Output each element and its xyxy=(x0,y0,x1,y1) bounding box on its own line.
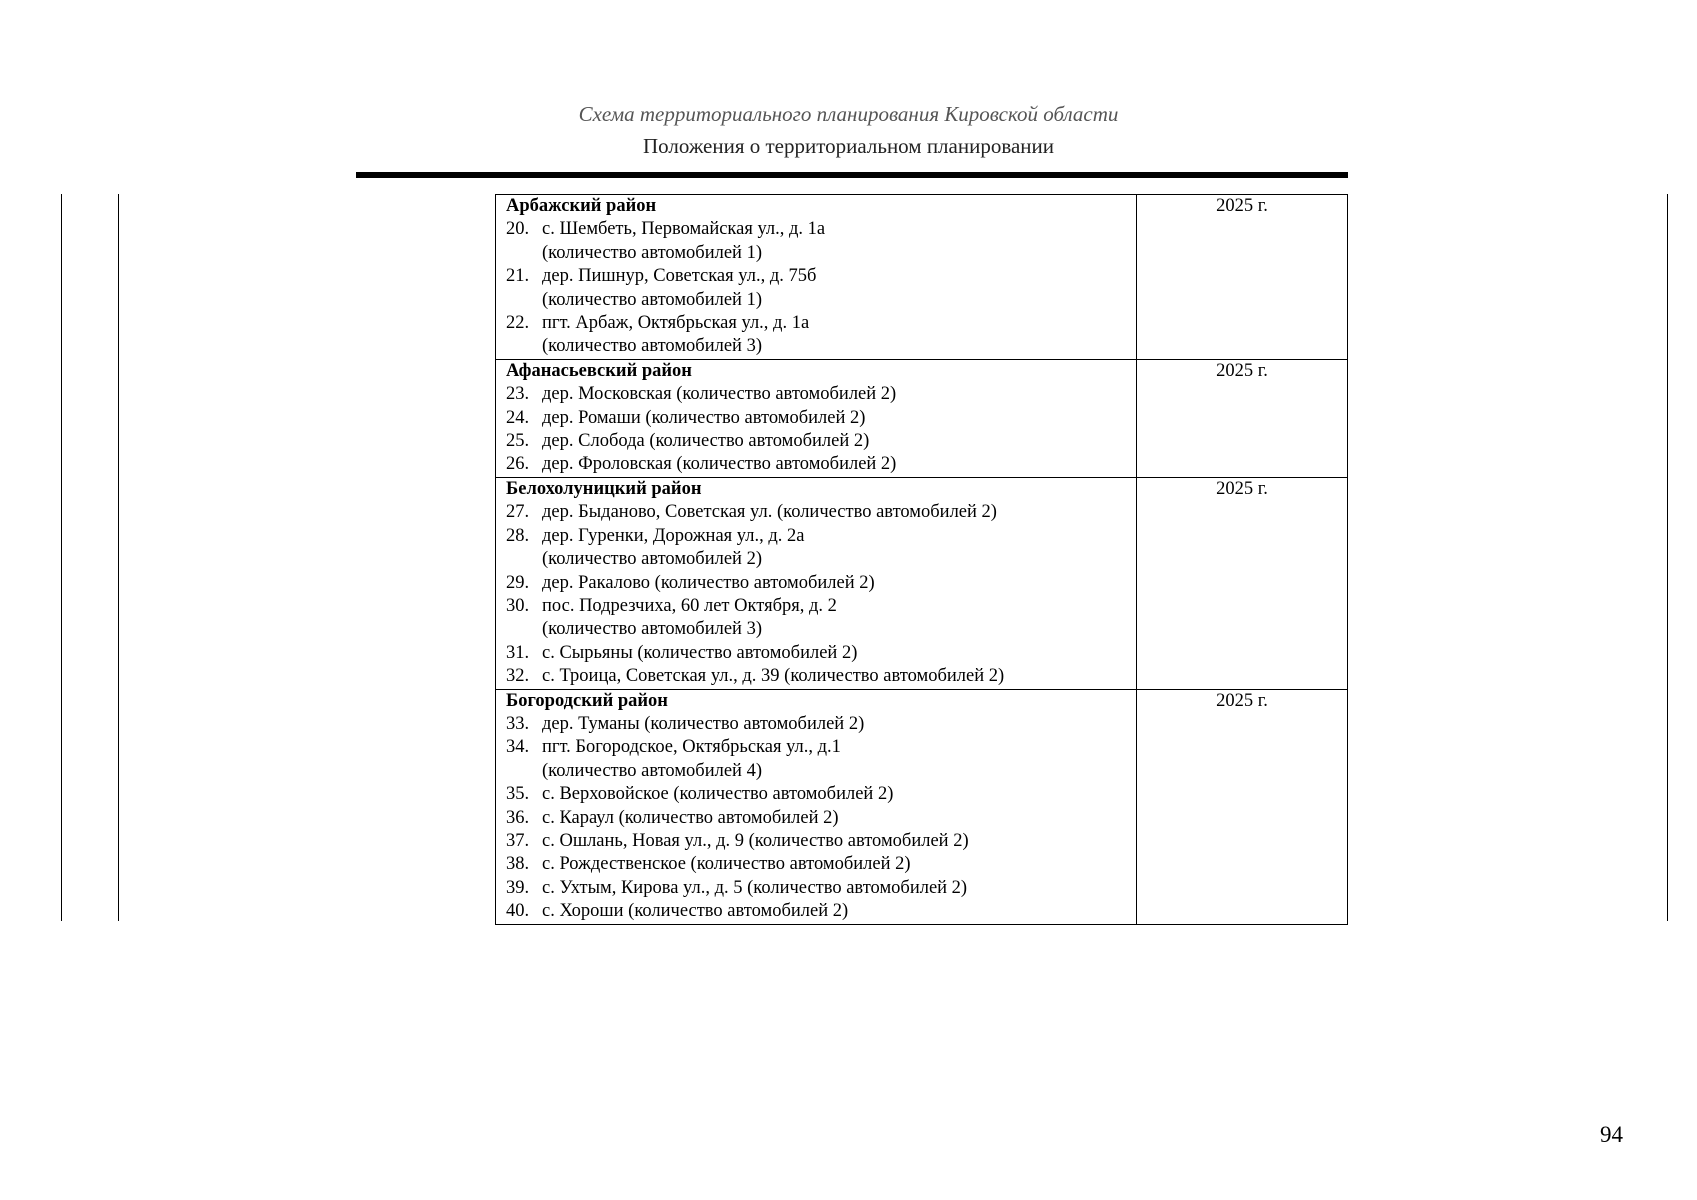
item-number: 24. xyxy=(506,407,530,428)
item-text xyxy=(542,783,1130,806)
settlement-item xyxy=(506,407,1130,430)
settlement-item xyxy=(506,218,1130,265)
settlement-item xyxy=(506,525,1130,572)
item-number: 31. xyxy=(506,642,530,663)
item-line: пгт. Арбаж, Октябрьская ул., д. 1а xyxy=(542,313,810,334)
item-text xyxy=(542,713,1130,736)
item-line-continuation: (количество автомобилей 4) xyxy=(542,760,762,781)
item-line: с. Караул (количество автомобилей 2) xyxy=(542,807,839,828)
settlement-item xyxy=(506,900,1130,923)
document-title: Схема территориального планирования Кировской области xyxy=(578,102,1119,126)
table-row xyxy=(496,689,1348,924)
item-text xyxy=(542,525,1130,572)
item-line-continuation: (количество автомобилей 2) xyxy=(542,549,762,570)
item-line: дер. Фроловская (количество автомобилей 2) xyxy=(542,454,897,475)
item-number: 29. xyxy=(506,572,530,593)
header-divider xyxy=(356,172,1348,178)
item-text xyxy=(542,736,1130,783)
table-row xyxy=(496,477,1348,689)
year-cell: 2025 г. xyxy=(1137,195,1348,360)
settlement-item xyxy=(506,572,1130,595)
item-line: пос. Подрезчиха, 60 лет Октября, д. 2 xyxy=(542,595,837,616)
item-line: с. Ошлань, Новая ул., д. 9 (количество автомобилей 2) xyxy=(542,830,969,851)
settlement-item xyxy=(506,501,1130,524)
item-text xyxy=(542,877,1130,900)
page-number: 94 xyxy=(1600,1122,1623,1147)
item-line: дер. Пишнур, Советская ул., д. 75б xyxy=(542,266,817,287)
item-line-continuation: (количество автомобилей 3) xyxy=(542,619,762,640)
margin-line xyxy=(1667,194,1668,921)
item-number: 20. xyxy=(506,219,530,240)
item-line: с. Шембеть, Первомайская ул., д. 1а xyxy=(542,219,826,240)
item-number: 33. xyxy=(506,713,530,734)
item-text xyxy=(542,407,1130,430)
item-number: 26. xyxy=(506,454,530,475)
margin-line xyxy=(118,194,119,921)
margin-line xyxy=(61,194,62,921)
item-number: 23. xyxy=(506,384,530,405)
item-line: дер. Ракалово (количество автомобилей 2) xyxy=(542,572,875,593)
item-line: с. Ухтым, Кирова ул., д. 5 (количество автомобилей 2) xyxy=(542,877,968,898)
item-number: 40. xyxy=(506,901,530,922)
item-line: с. Хороши (количество автомобилей 2) xyxy=(542,901,849,922)
item-line: дер. Туманы (количество автомобилей 2) xyxy=(542,713,865,734)
item-text xyxy=(542,218,1130,265)
item-number: 21. xyxy=(506,266,530,287)
item-text xyxy=(542,830,1130,853)
settlement-item xyxy=(506,665,1130,688)
item-number: 36. xyxy=(506,807,530,828)
settlement-item xyxy=(506,830,1130,853)
district-name: Афанасьевский район xyxy=(506,360,692,381)
item-text xyxy=(542,642,1130,665)
district-cell xyxy=(496,195,1137,360)
item-number: 32. xyxy=(506,666,530,687)
settlement-item xyxy=(506,265,1130,312)
item-line-continuation: (количество автомобилей 1) xyxy=(542,289,762,310)
district-name: Богородский район xyxy=(506,690,668,711)
settlement-item xyxy=(506,383,1130,406)
settlement-item xyxy=(506,877,1130,900)
settlement-item xyxy=(506,783,1130,806)
table-row xyxy=(496,359,1348,477)
table-row xyxy=(496,195,1348,360)
item-text xyxy=(542,453,1130,476)
settlement-item xyxy=(506,595,1130,642)
item-number: 27. xyxy=(506,502,530,523)
item-line: с. Троица, Советская ул., д. 39 (количество автомобилей 2) xyxy=(542,666,1005,687)
district-cell xyxy=(496,359,1137,477)
item-text xyxy=(542,900,1130,923)
year-cell: 2025 г. xyxy=(1137,359,1348,477)
item-line-continuation: (количество автомобилей 3) xyxy=(542,336,762,357)
item-number: 39. xyxy=(506,877,530,898)
settlement-item xyxy=(506,430,1130,453)
item-text xyxy=(542,265,1130,312)
settlement-item xyxy=(506,453,1130,476)
item-number: 35. xyxy=(506,784,530,805)
item-text xyxy=(542,665,1130,688)
item-text xyxy=(542,383,1130,406)
item-number: 25. xyxy=(506,431,530,452)
item-number: 38. xyxy=(506,854,530,875)
item-number: 34. xyxy=(506,737,530,758)
item-text xyxy=(542,312,1130,359)
settlement-item xyxy=(506,736,1130,783)
item-number: 30. xyxy=(506,595,530,616)
item-number: 22. xyxy=(506,313,530,334)
district-name: Белохолуницкий район xyxy=(506,478,702,499)
document-subtitle: Положения о территориальном планировании xyxy=(642,134,1055,158)
planning-table xyxy=(495,194,1348,925)
settlement-item xyxy=(506,642,1130,665)
item-line: дер. Ромаши (количество автомобилей 2) xyxy=(542,407,866,428)
year-cell: 2025 г. xyxy=(1137,689,1348,924)
item-line-continuation: (количество автомобилей 1) xyxy=(542,242,762,263)
settlement-item xyxy=(506,713,1130,736)
item-number: 28. xyxy=(506,525,530,546)
item-line: дер. Слобода (количество автомобилей 2) xyxy=(542,431,870,452)
district-name: Арбажский район xyxy=(506,196,657,216)
item-line: с. Верховойское (количество автомобилей 2) xyxy=(542,784,894,805)
item-line: дер. Быданово, Советская ул. (количество автомобилей 2) xyxy=(542,502,997,523)
table-body xyxy=(496,195,1348,925)
item-text xyxy=(542,430,1130,453)
item-line: с. Сырьяны (количество автомобилей 2) xyxy=(542,642,858,663)
item-line: дер. Московская (количество автомобилей 2) xyxy=(542,384,897,405)
settlement-item xyxy=(506,853,1130,876)
item-text xyxy=(542,807,1130,830)
item-text xyxy=(542,853,1130,876)
item-text xyxy=(542,572,1130,595)
item-text xyxy=(542,501,1130,524)
item-line: пгт. Богородское, Октябрьская ул., д.1 xyxy=(542,737,841,758)
year-cell: 2025 г. xyxy=(1137,477,1348,689)
district-cell xyxy=(496,477,1137,689)
settlement-item xyxy=(506,312,1130,359)
item-line: дер. Гуренки, Дорожная ул., д. 2а xyxy=(542,525,805,546)
item-line: с. Рождественское (количество автомобилей 2) xyxy=(542,854,911,875)
settlement-item xyxy=(506,807,1130,830)
district-cell xyxy=(496,689,1137,924)
item-number: 37. xyxy=(506,830,530,851)
item-text xyxy=(542,595,1130,642)
